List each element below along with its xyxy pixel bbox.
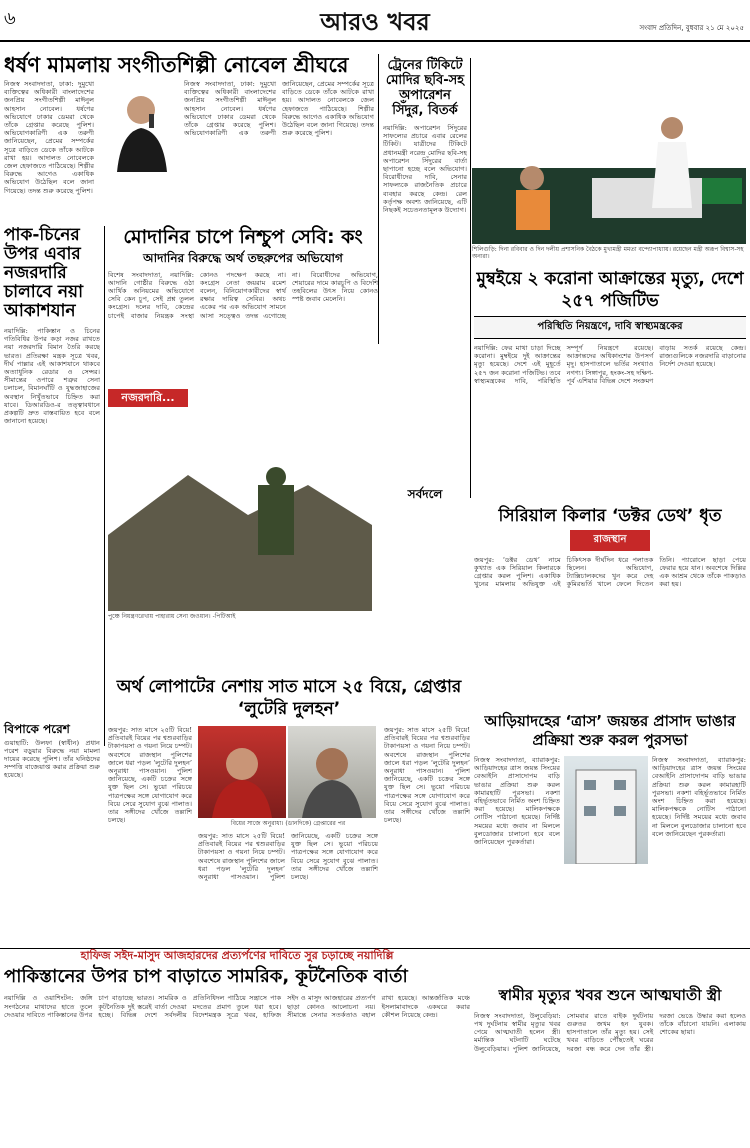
- ariadaha-body-right: নিজস্ব সংবাদদাতা, ব্যারাকপুর: আড়িয়াদহের ত্রাস জয়ন্ত সিংয়ের বেআইনি প্রাসাদোপম বাড়ি ভাঙার প্রক্রিয়া শুরু করল কামারহাটি পুরসভা। নকশা বহির্ভূতভাবে নির্মিত অংশ চিহ্নিত করা হয়েছে। মালিকপক্ষকে নোটিস পাঠানো হয়েছে। নির্দিষ্ট সময়ের মধ্যে জবাব না মিললে বুলডোজার চালানো হবে বলে জানিয়েছেন পুরকর্তারা।: [652, 756, 746, 838]
- bride-figure: [198, 726, 286, 818]
- story-ariadaha: [474, 712, 746, 940]
- arrest-figure: [288, 726, 376, 818]
- section-title: আরও খবর: [320, 8, 430, 36]
- headline: পাক-চিনের উপর এবার নজরদারি চালাবে নয়া আকাশযান: [4, 225, 84, 321]
- headline: অর্থ লোপাটের নেশায় সাত মাসে ২৫ বিয়ে, গ্রেপ্তার ‘লুটেরি দুলহন’: [116, 677, 462, 719]
- photo-label: নজরদারি...: [108, 389, 188, 407]
- cm-photo: [472, 58, 746, 244]
- sub-headline: আদানির বিরুদ্ধে অর্থ তছরুপের অভিযোগ: [143, 250, 343, 265]
- headline: ট্রেনের টিকিটে মোদির ছবি-সহ অপারেশন সিঁদুর, বিতর্ক: [385, 58, 465, 118]
- cm-photo-caption: শিলিগুড়ি: দিনা রবিবার ও দিন দলীয় প্রশাসনিক বৈঠকে মুখ্যমন্ত্রী মমতা বন্দ্যোপাধ্যায়। রয়েছেন মন্ত্রী অরূপ বিশ্বাস-সহ অন্যরা।: [472, 246, 744, 260]
- page-number: ৬: [4, 8, 16, 29]
- divider: [378, 54, 379, 344]
- pak-sub-body: গুয়াহাটি: উলফা (স্বাধীন) প্রধান পরেশ বড়ুয়ার বিরুদ্ধে নয়া মামলা দায়ের করেছে পুলিশ। তাঁর ঘনিষ্ঠদের সম্পত্তি বাজেয়াপ্ত করার প্রক্রিয়া শুরু হয়েছে।: [4, 738, 100, 780]
- headline: মুম্বইয়ে ২ করোনা আক্রান্তের মৃত্যু, দেশে ২৫৭ পজিটিভ: [476, 269, 744, 311]
- army-photo: [108, 385, 372, 611]
- wife-body: নিজস্ব সংবাদদাতা, উলুবেড়িয়া: পথ দুর্ঘটনায় স্বামীর মৃত্যুর খবর পেয়ে আত্মঘাতী হলেন স্ত্রী। মর্মান্তিক ঘটনাটি ঘটেছে উলুবেড়িয়ায়। পুলিশ জানিয়েছে, সোমবার রাতে বাইক দুর্ঘটনায় গুরুতর জখম হন যুবক। হাসপাতালে তাঁর মৃত্যু হয়। সেই খবর বাড়িতে পৌঁছতেই ঘরের দরজা বন্ধ করে দেন তাঁর স্ত্রী। দরজা ভেঙে উদ্ধার করা হলেও তাঁকে বাঁচানো যায়নি। এলাকায় শোকের ছায়া।: [474, 1011, 746, 1053]
- headline: সিরিয়াল কিলার ‘ডক্টর ডেথ’ ধৃত: [498, 506, 722, 526]
- tag-sorbodole: সর্বদলে: [407, 487, 443, 501]
- story-nobel: [4, 54, 374, 214]
- headline: পাকিস্তানের উপর চাপ বাড়াতে সামরিক, কূটনৈতিক বার্তা: [4, 965, 408, 987]
- singer-figure: [99, 80, 179, 172]
- headline: ধর্ষণ মামলায় সংগীতশিল্পী নোবেল শ্রীঘরে: [4, 53, 349, 77]
- story-sebi: [108, 228, 378, 658]
- sub-headline: বিপাকে পরেশ: [4, 722, 70, 736]
- story-doctor: [474, 508, 746, 708]
- headline: স্বামীর মৃত্যুর খবর শুনে আত্মঘাতী স্ত্রী: [498, 986, 722, 1004]
- ariadaha-body-left: নিজস্ব সংবাদদাতা, ব্যারাকপুর: আড়িয়াদহের ত্রাস জয়ন্ত সিংয়ের বেআইনি প্রাসাদোপম বাড়ি ভাঙার প্রক্রিয়া শুরু করল কামারহাটি পুরসভা। নকশা বহির্ভূতভাবে নির্মিত অংশ চিহ্নিত করা হয়েছে। মালিকপক্ষকে নোটিস পাঠানো হয়েছে। নির্দিষ্ট সময়ের মধ্যে জবাব না মিললে বুলডোজার চালানো হবে বলে জানিয়েছেন পুরকর্তারা।: [474, 756, 560, 847]
- covid-body: নয়াদিল্লি: ফের মাথা চাড়া দিচ্ছে করোনা। মুম্বইয়ে দুই আক্রান্তের মৃত্যু হয়েছে। দেশে এই মুহূর্তে ২৫৭ জন করোনা পজিটিভ। তবে স্বাস্থ্যমন্ত্রকের দাবি, পরিস্থিতি সম্পূর্ণ নিয়ন্ত্রণে রয়েছে। আক্রান্তদের অধিকাংশের উপসর্গ মৃদু। হাসপাতালে ভর্তির সংখ্যাও নগণ্য। সিঙ্গাপুর, হংকং-সহ দক্ষিণ-পূর্ব এশিয়ার বিভিন্ন দেশে সংক্রমণ বাড়ায় সতর্ক রয়েছে কেন্দ্র। রাজ্যগুলিকে নজরদারি বাড়ানোর নির্দেশ দেওয়া হয়েছে।: [474, 344, 746, 385]
- headline: আড়িয়াদহের ‘ত্রাস’ জয়ন্তর প্রাসাদ ভাঙার প্রক্রিয়া শুরু করল পুরসভা: [484, 712, 736, 749]
- bride-body-left: জয়পুর: সাত মাসে ২৫টি বিয়ে! প্রতিবারই বিয়ের পর শ্বশুরবাড়ির টাকাপয়সা ও গয়না নিয়ে চম্পট। অবশেষে রাজস্থান পুলিশের জালে ধরা পড়ল ‘লুটেরি দুলহন’ অনুরাধা পাসওয়ান। পুলিশ জানিয়েছে, একটি চক্রের সঙ্গে যুক্ত ছিল সে। ভুয়ো পরিচয়ে পাত্রপক্ষের সঙ্গে যোগাযোগ করে বিয়ে সেরে সুযোগ বুঝে পালাত। তার সঙ্গীদের খোঁজে তল্লাশি চলছে।: [108, 726, 192, 825]
- masthead-date: সংবাদ প্রতিদিন, বুধবার ২১ মে ২০২৫: [639, 24, 744, 32]
- headline: মোদানির চাপে নিশ্চুপ সেবি: কং: [123, 226, 363, 248]
- doctor-tag: রাজস্থান: [570, 530, 650, 551]
- bride-photo-1: [198, 726, 286, 818]
- story-bride: [108, 676, 470, 946]
- event-scene: [472, 58, 746, 244]
- story-pak: [4, 225, 100, 780]
- doctor-body: জয়পুর: ‘ডক্টর ডেথ’ নামে কুখ্যাত এক সিরিয়াল কিলারকে গ্রেপ্তার করল পুলিশ। একাধিক খুনের মামলায় অভিযুক্ত এই চিকিৎসক দীর্ঘদিন ধরে পলাতক ছিলেন। অভিযোগ, ট্যাক্সিচালকদের খুন করে দেহ কুমিরভর্তি খালে ফেলে দিতেন তিনি। প্যারোলে ছাড়া পেয়ে ফেরার হয়ে যান। অবশেষে দিল্লির এক আশ্রম থেকে তাঁকে পাকড়াও করা হয়।: [474, 555, 746, 589]
- nobel-body-left: নিজস্ব সংবাদদাতা, ঢাকা: দুমুখো ব্যক্তিত্বের অধিকারী বাংলাদেশের জনপ্রিয় সংগীতশিল্পী মাঈনুল আহসান নোবেল। ধর্ষণের অভিযোগে ঢাকার ডেমরা থেকে তাঁকে গ্রেপ্তার করেছে পুলিশ। অভিযোগকারিণী এক তরুণী জানিয়েছেন, প্রেমের সম্পর্কের সূত্রে বাড়িতে ডেকে তাঁকে আটকে রাখা হয়। আদালত নোবেলকে জেল হেফাজতে পাঠিয়েছে। শিল্পীর বিরুদ্ধে আগেও একাধিক অভিযোগ উঠেছিল বলে জানা গিয়েছে। তদন্ত শুরু করেছে পুলিশ।: [4, 80, 94, 195]
- divider: [470, 58, 471, 498]
- hafiz-body: নয়াদিল্লি ও ওয়াশিংটন: জঙ্গি সংগঠনের মাথাদের হাতে তুলে দেওয়ার দাবিতে পাকিস্তানের উপর চাপ বাড়াচ্ছে ভারত। সামরিক ও কূটনৈতিক দুই স্তরেই বার্তা দেওয়া হচ্ছে। বিভিন্ন দেশে সর্বদলীয় প্রতিনিধিদল পাঠিয়ে সন্ত্রাসে পাক মদতের প্রমাণ তুলে ধরা হবে। বিদেশমন্ত্রক সূত্রে খবর, হাফিজ সইদ ও মাসুদ আজহারের প্রত্যর্পণ ছাড়া কোনও আলোচনা নয়। সীমান্তে সেনার সতর্কতাও বহাল রাখা হয়েছে। আন্তর্জাতিক মঞ্চে ইসলামাবাদকে একঘরে করার কৌশল নিয়েছে কেন্দ্র।: [4, 994, 470, 1019]
- mansion-figure: [564, 756, 648, 864]
- bride-body-right: জয়পুর: সাত মাসে ২৫টি বিয়ে! প্রতিবারই বিয়ের পর শ্বশুরবাড়ির টাকাপয়সা ও গয়না নিয়ে চম্পট। অবশেষে রাজস্থান পুলিশের জালে ধরা পড়ল ‘লুটেরি দুলহন’ অনুরাধা পাসওয়ান। পুলিশ জানিয়েছে, একটি চক্রের সঙ্গে যুক্ত ছিল সে। ভুয়ো পরিচয়ে পাত্রপক্ষের সঙ্গে যোগাযোগ করে বিয়ে সেরে সুযোগ বুঝে পালাত। তার সঙ্গীদের খোঁজে তল্লাশি চলছে।: [384, 726, 470, 825]
- nobel-body-right: নিজস্ব সংবাদদাতা, ঢাকা: দুমুখো ব্যক্তিত্বের অধিকারী বাংলাদেশের জনপ্রিয় সংগীতশিল্পী মাঈনুল আহসান নোবেল। ধর্ষণের অভিযোগে ঢাকার ডেমরা থেকে তাঁকে গ্রেপ্তার করেছে পুলিশ। অভিযোগকারিণী এক তরুণী জানিয়েছেন, প্রেমের সম্পর্কের সূত্রে বাড়িতে ডেকে তাঁকে আটকে রাখা হয়। আদালত নোবেলকে জেল হেফাজতে পাঠিয়েছে। শিল্পীর বিরুদ্ধে আগেও একাধিক অভিযোগ উঠেছিল বলে জানা গিয়েছে। তদন্ত শুরু করেছে পুলিশ।: [184, 80, 374, 138]
- bride-photo-2: [288, 726, 376, 818]
- story-covid: [474, 268, 746, 500]
- army-photo-caption: পুঞ্চে নিয়ন্ত্রণরেখায় পাহারায় সেনা জওয়ান। -পিটিআই: [108, 612, 236, 620]
- masthead-rule: [0, 40, 750, 42]
- divider: [104, 226, 105, 746]
- kicker: হাফিজ সইদ-মাসুদ আজহারদের প্রত্যর্পণের দাবিতে সুর চড়াচ্ছে নয়াদিল্লি: [80, 949, 394, 962]
- story-hafiz: [4, 950, 470, 1144]
- pak-body: নয়াদিল্লি: পাকিস্তান ও চিনের গতিবিধির উপর কড়া নজর রাখতে নয়া নজরদারি বিমান তৈরি করছে ভারত। প্রতিরক্ষা মন্ত্রক সূত্রে খবর, দীর্ঘ পাল্লার এই আকাশযানে থাকবে অত্যাধুনিক রেডার ও সেন্সর। সীমান্তের ওপারে শত্রুর সেনা চলাচল, বিমানঘাঁটি ও যুদ্ধজাহাজের অবস্থান নিখুঁতভাবে চিহ্নিত করা যাবে। ডিআরডিও-র তত্ত্বাবধানে প্রকল্পটি দ্রুত বাস্তবায়িত হবে বলে জানানো হয়েছে।: [4, 327, 100, 426]
- bride-body-mid: জয়পুর: সাত মাসে ২৫টি বিয়ে! প্রতিবারই বিয়ের পর শ্বশুরবাড়ির টাকাপয়সা ও গয়না নিয়ে চম্পট। অবশেষে রাজস্থান পুলিশের জালে ধরা পড়ল ‘লুটেরি দুলহন’ অনুরাধা পাসওয়ান। পুলিশ জানিয়েছে, একটি চক্রের সঙ্গে যুক্ত ছিল সে। ভুয়ো পরিচয়ে পাত্রপক্ষের সঙ্গে যোগাযোগ করে বিয়ে সেরে সুযোগ বুঝে পালাত। তার সঙ্গীদের খোঁজে তল্লাশি চলছে।: [198, 832, 378, 882]
- story-wife: [474, 988, 746, 1144]
- covid-subhead: পরিস্থিতি নিয়ন্ত্রণে, দাবি স্বাস্থ্যমন্ত্রকের: [474, 316, 746, 339]
- story-train: [383, 58, 467, 501]
- sebi-body: বিশেষ সংবাদদাতা, নয়াদিল্লি: আদানি গোষ্ঠীর বিরুদ্ধে ওঠা আর্থিক অনিয়মের অভিযোগে সেবি কেন চুপ, সেই প্রশ্ন তুলল কংগ্রেস। দলের দাবি, কেন্দ্রের চাপেই বাজার নিয়ন্ত্রক সংস্থা কোনও পদক্ষেপ করছে না। কংগ্রেস নেতা জয়রাম রমেশ বলেন, বিনিয়োগকারীদের স্বার্থ রক্ষার দায়িত্ব সেবির। অথচ একের পর এক অভিযোগ সামনে আসা সত্ত্বেও তদন্ত এগোচ্ছে না। বিরোধীদের অভিযোগ, শেয়ারের দামে কারচুপি ও বিদেশি তহবিলের উৎস নিয়ে কোনও স্পষ্ট জবাব মেলেনি।: [108, 270, 378, 320]
- soldier-scene: [108, 385, 372, 611]
- bride-caption: বিয়ের সাজে অনুরাধা। (ডানদিকে) গ্রেপ্তারের পর: [230, 820, 346, 827]
- mansion-photo: [564, 756, 648, 864]
- masthead: [0, 0, 750, 40]
- train-body: নয়াদিল্লি: অপারেশন সিঁদুরের সাফল্যের প্রচারে এবার রেলের টিকিট। যাত্রীদের টিকিটে প্রধানমন্ত্রী নরেন্দ্র মোদির ছবি-সহ অপারেশন সিঁদুরের বার্তা ছাপানো হচ্ছে বলে অভিযোগ। বিরোধীদের দাবি, সেনার সাফল্যকে রাজনৈতিক প্রচারে ব্যবহার করছে কেন্দ্র। রেল কর্তৃপক্ষ অবশ্য জানিয়েছে, এটি নিছকই সচেতনতামূলক উদ্যোগ।: [383, 124, 467, 215]
- singer-photo: [99, 80, 179, 172]
